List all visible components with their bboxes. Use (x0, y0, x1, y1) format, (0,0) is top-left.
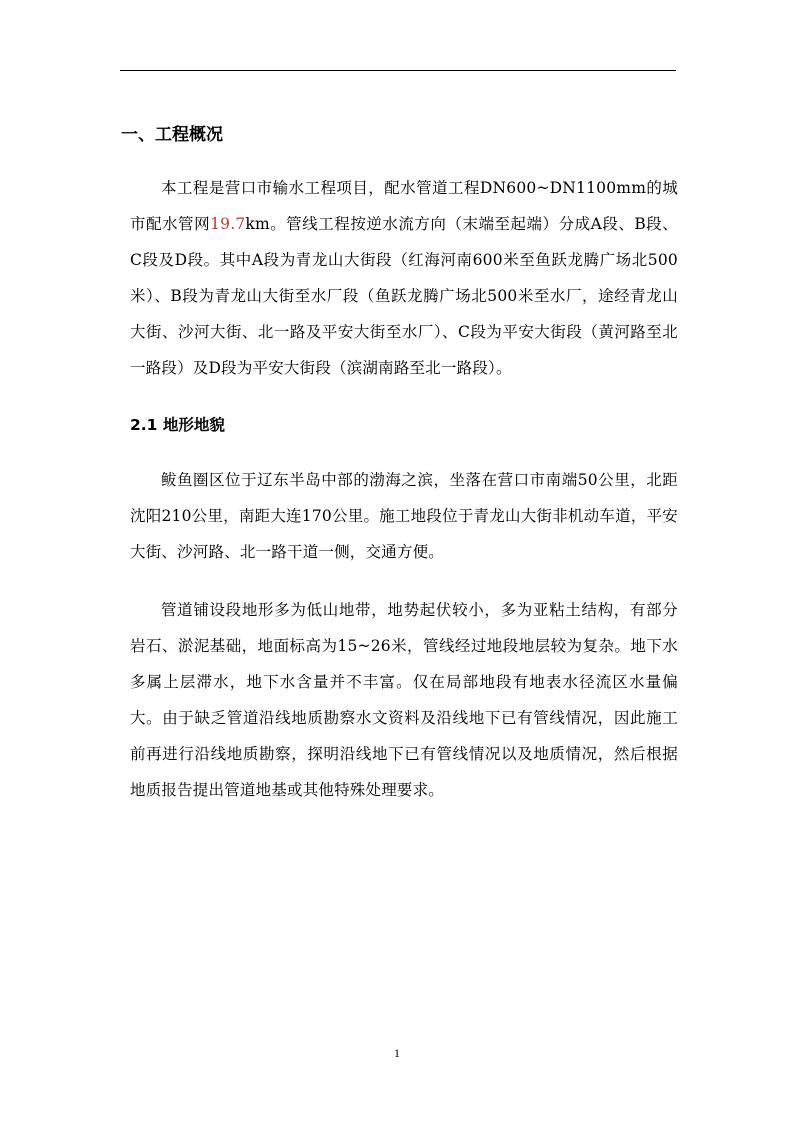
paragraph-terrain-location: 鲅鱼圈区位于辽东半岛中部的渤海之滨，坐落在营口市南端50公里，北距沈阳210公里，南距大连170公里。施工地段位于青龙山大街非机动车道，平安大街、沙河路、北一路干道一侧，交通方便。 (130, 471, 678, 561)
page-number: 1 (394, 1046, 400, 1060)
paragraph-terrain-geology: 管道铺设段地形多为低山地带，地势起伏较小，多为亚粘土结构，有部分岩石、淤泥基础，地面标高为15~26米，管线经过地段地层较为复杂。地下水多属上层滞水，地下水含量并不丰富。仅在局部地段有地表水径流区水量偏大。由于缺乏管道沿线地质勘察水文资料及沿线地下已有管线情况，因此施工前再进行沿线地质勘察，探明沿线地下已有管线情况以及地质情况，然后根据地质报告提出管道地基或其他特殊处理要求。 (130, 601, 678, 799)
paragraph-project-overview (130, 170, 678, 386)
document-body (121, 118, 678, 808)
paragraph-text-b: km。管线工程按逆水流方向（末端至起端）分成A段、B段、C段及D段。其中A段为青龙山大街段（红海河南600米至鱼跃龙腾广场北500米）、B段为青龙山大街至水厂段（鱼跃龙腾广场北500米至水厂，途经青龙山大街、沙河大街、北一路及平安大街至水厂）、C段为平安大街段（黄河路至北一路段）及D段为平安大街段（滨湖南路至北一路段）。 (130, 215, 678, 377)
section-heading-project-overview: 一、工程概况 (121, 125, 223, 145)
pipeline-length-value: 19.7 (210, 215, 246, 233)
paragraph-text-a: 本工程是营口市输水工程项目，配水管道工程DN600~DN1100mm的城市配水管网 (130, 179, 678, 233)
subsection-heading-terrain: 2.1 地形地貌 (130, 416, 225, 434)
header-rule (120, 70, 676, 71)
